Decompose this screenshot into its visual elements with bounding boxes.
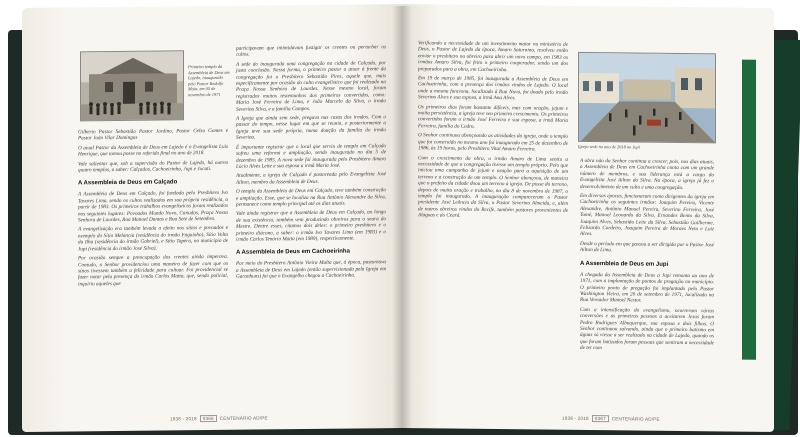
paragraph: Gilberto Pastor Sebastião Pastor Jordino, Pastor Celso Gomes e Pastor João Vilar Domingos xyxy=(78,127,228,142)
paragraph: A evangelização era também levada a efeito nos sítios e povoados e exemplo do Sítio Melancia (residência do irmão Faguinho), Sítio Volta da Ilha (residência do irmão Gabriel), e Sítio Tapera, no município de Jupi (residência do irmão José Silva). xyxy=(78,225,228,253)
left-column-2 xyxy=(236,44,386,283)
footer-years: 1938 - 2018 xyxy=(562,415,589,422)
right-page-footer xyxy=(562,415,660,423)
section-heading-cachoeirinha: A Assembleia de Deus em Cachoeirinha xyxy=(236,248,350,257)
left-page xyxy=(22,4,402,432)
paragraph: A Igreja que ainda sem sede, pregava nas casas dos irmãos. Com o passar do tempo, nesse lugar em que se reunia, e posteriormente a Igreja teve sua sede própria, numa doação da família do irmão Severino. xyxy=(236,114,386,142)
paragraph: Em diversas épocas, funcionaram como dirigentes da igreja em Cachoeirinha os seguintes irmãos: Joaquim Pereira, Vicente Alexandre, Antônio Manoel Pereira, Severino Ferreira, José Tomé, Manoel Leonardo da Silva, Ernandes Bento da Silva, Joaquim Alves, Sebastião Leite da Silva, Sebastião Guilherme, Felizardo Cordeiro, Joaquim Pereira de Moraes Neto e Luiz Alves. xyxy=(580,192,714,238)
paragraph: Vale ainda registrar que a Assembleia de Deus em Calçado, ao longo de sua existência, também vem produzindo obreiros para a seara do Mestre. Dentre esses, citamos dois deles: o primeiro presbítero e o primeiro diácono, a saber: o irmão Ivo Tavares Lima (em 1983) e o irmão Carlos Tenório Matta (em 1989), respectivamente. xyxy=(236,209,386,243)
paragraph: O templo da Assembleia de Deus em Calçado, teve também construção e ampliação. Esse, que se localiza na Rua Antônio Alexandre da Silva, permanece como templo principal até os dias atuais. xyxy=(236,187,386,208)
left-photo-caption: Primeiro templo da Assembleia de Deus em Lajedo, inaugurado pelo Pastor Rodolfo Maia, em 05 de novembro de 1971 xyxy=(188,63,230,98)
paragraph: participavam que intimidavam fustigar os crentes ou perturbar os cultos. xyxy=(236,44,386,59)
paragraph: Com a intensificação do evangelismo, ocorreram várias conversões e as primeiras pessoas a aceitarem Jesus foram Pedro Rodrigues Albuquerque, sua esposa e dois filhos. O Senhor continuou salvando, ainda que o primeiro batismo em águas só viesse a ser realizado na cidade de Lajedo, quando os que foram batizados foram pessoas que sentiram a necessidade de ter com xyxy=(580,306,714,352)
paragraph: Desde o período em que passou a ser dirigida por o Pastor José Ailton de Lima. xyxy=(580,240,714,254)
paragraph: A sede do inaugurada uma congregação na cidade de Calçado, por justa conclusão. Nessa forma, o primeiro pastor a atuar à frente da congregação foi o Presbítero Sebastião Pires, aquele que, mais especificamente por ocasião do culto evangelístico que foi realizado na Praça Nossa Senhora de Lourdes. Nesse mesmo local, foram registrados muitos testemunhos dos primeiros convertidos, como: Maria José Ferreira de Lima, e João Marcelo da Silva, o irmão Severino Silva, e a família Campos. xyxy=(236,59,386,113)
right-page xyxy=(402,4,774,432)
left-page-footer xyxy=(170,414,268,422)
town-street-photo xyxy=(579,53,716,143)
paragraph: A chegada da Assembleia de Deus a Jupi remonta ao ano de 1971, com a implantação de pontos de pregação no município. O primeiro ponto de pregação foi implantado pelo Pastor Washington Vieira, em 20 de setembro de 1971, localizado na Rua Vereador Manoel Nestor. xyxy=(580,271,714,304)
green-page-band xyxy=(742,60,756,360)
paragraph: A Assembleia de Deus em Calçado, foi fundada pelo Presbítero Ivo Tavares Lima, sendo os cultos realizados em sua própria residência, a partir de 1983. Os primeiros trabalhos evangelísticos foram realizados nos seguintes lugares: Povoados Mundo Novo, Canudos, Praça Nossa Senhora de Lourdes, Rua Manoel Dantas e Rua Sete de Setembro. xyxy=(78,190,228,224)
paragraph: Verificando a necessidade de um investimento maior no ministério de Deus, o Pastor de Lajedo da época, Amaro Saturnino, resolveu então enviar o presbítero ou obreiro para abrir um novo campo, em 1983 os irmãos Amaro Silva, foi feito o primeiro cooperador, sendo um dos preparados para a obra, em Cachoeirinha. xyxy=(418,40,568,73)
page-number: 0367 xyxy=(592,415,609,422)
church-photo-left xyxy=(80,50,184,121)
paragraph: A obra não do Senhor continua a crescer, pois, nos dias atuais, a Assembleia de Deus em Cachoeirinha conta com um grande número de membros, e sua liderança está a cargo do Evangelista José Ailton da Silva. Na época, a igreja já fez o desenvolvimento de um culto e uma congregação. xyxy=(580,157,714,191)
right-column-2 xyxy=(580,158,714,356)
open-book xyxy=(22,6,782,436)
footer-label: CENTENÁRIO AD/PE xyxy=(219,415,268,421)
old-church-photo xyxy=(81,51,184,121)
book-gutter xyxy=(392,6,412,430)
paragraph: O Senhor continuou abençoando as atividades da igreja, onde o templo que foi construído no mesmo ano foi inaugurado em 25 de dezembro de 1986, às 19 horas, pelo Presbítero Vital Amaro Ferreira. xyxy=(418,132,568,153)
footer-years: 1938 - 2018 xyxy=(170,416,197,422)
paragraph: É importante registrar que o local que serviu de templo em Calçado sofreu uma reforma e ampliação, sendo inaugurado no dia 5 de dezembro de 1985. A nova sede foi inaugurada pelo Presbítero Amaro Lúcio Alves Leite e sua esposa a irmã Maria José. xyxy=(236,142,386,170)
paragraph: Por ocasião sempre a preocupação dos crentes ainda imperava. Contudo, o Senhor providenciou uma maneira de fazer com que os sítios tivessem também a felicidade para cultuar. Foi providencial se fazer notar pela presença do irmão Carlos Matta, que, sendo policial, inquiriu aqueles que xyxy=(78,253,228,288)
right-photo-caption: Igreja sede no ano de 2018 no Jupi xyxy=(578,143,640,150)
paragraph: Atualmente, a igreja de Calçado é pastoreada pelo Evangelista José Ailton, membro da Assembleia de Deus. xyxy=(236,171,386,186)
page-number: 0366 xyxy=(200,415,217,422)
paragraph: Vale salientar que, sob a supervisão do Pastor de Lajedo, há outros quatro templos, a saber: Calçados, Cachoeirinha, Jupi e Jucati. xyxy=(78,159,228,174)
paragraph: O atual Pastor da Assembleia de Deus em Lajedo é o Evangelista Luiz Henrique, que tomou posse no referido final no ano de 2018. xyxy=(78,143,228,158)
paragraph: Em 19 de março de 1985, foi inaugurada a Assembleia de Deus em Cachoeirinha, com a presença dos irmãos vindos de Lajedo. O local onde a mesma funciona, localizado à Rua Nova, foi doado pelo irmão Severino Alves e sua esposa, a irmã Ana Alves. xyxy=(418,75,568,102)
paragraph: Os primeiros dias foram bastante difíceis, mas com oração, jejum e muita persistência, a igreja teve seu primeiro crescimento. Os primeiros convertidos foram o irmão José Ferreira e sua esposa, a irmã Maria Ferreira, família do Cedro. xyxy=(418,103,568,130)
left-column-1 xyxy=(78,128,228,291)
footer-label: CENTENÁRIO AD/PE xyxy=(611,416,660,422)
street-photo-right xyxy=(578,52,716,143)
paragraph: Com o crescimento da obra, o irmão Amaro de Lima sentiu a necessidade de que a congregação tivesse um templo próprio. Pelo que iniciou uma campanha de jejum e oração para a aquisição de um terreno e a construção de um templo. O Senhor abençoou, de maneira que o prefeito da cidade doou um terreno à igreja. De posse do terreno, depois de muita oração e trabalho, no dia 8 de novembro de 1987, o templo foi inaugurado. A inauguração compareceram o Pastor presidente José Leôncio da Silva, o Pastor Severino Almeida, e, além de outros obreiros vindos do Recife, também pastores provenientes de Alagoas e do Ceará. xyxy=(418,154,568,219)
right-column-1 xyxy=(418,40,568,223)
section-heading-calcado: A Assembleia de Deus em Calçado xyxy=(78,179,178,187)
section-heading-jupi: A Assembleia de Deus em Jupi xyxy=(580,260,669,268)
paragraph: Por meio do Presbítero Antônio Vieira Malta que, à época, pastoreava a Assembleia de Deus em Lajedo (então supervisionada pela Igreja em Garanhuns) foi que o Evangelho chegou a Cachoeirinha. xyxy=(236,259,386,280)
